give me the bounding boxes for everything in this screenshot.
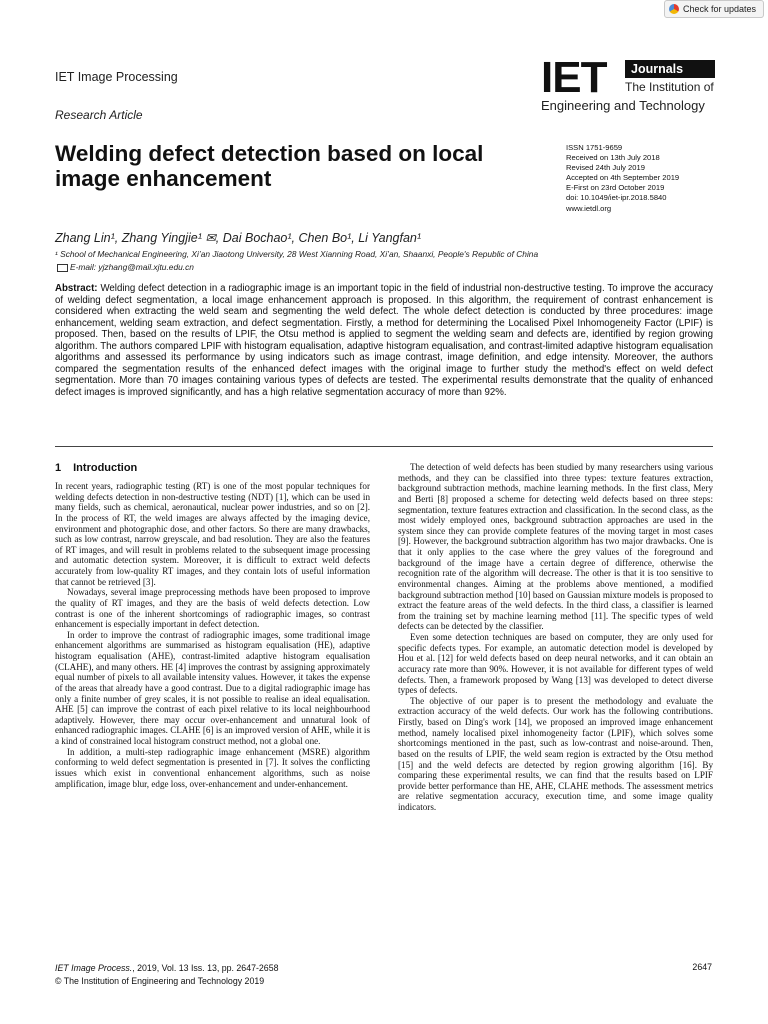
journals-label: Journals [625,60,715,78]
affiliation: ¹ School of Mechanical Engineering, Xi’an Jiaotong University, 28 West Xianning Road, Xi’an, Shaanxi, People's Republic of China [55,249,539,259]
abstract [55,283,713,398]
paragraph: In addition, a multi-step radiographic image enhancement (MSRE) algorithm conforming to weld defect segmentation is presented in [7]. It solves the conflicting issues which exist in conventional enhancement algorithms, such as noise amplification, image blur, edge loss, over-enhancement and under-enhancement. [55,746,370,789]
article-type: Research Article [55,108,143,122]
crossmark-icon [669,4,679,14]
iet-logo [541,53,716,122]
accepted-date: Accepted on 4th September 2019 [566,173,680,183]
received-date: Received on 13th July 2018 [566,153,660,163]
email-text: E-mail: yjzhang@mail.xjtu.edu.cn [70,262,194,272]
section-title: Introduction [73,462,138,474]
volume-info: , 2019, Vol. 13 Iss. 13, pp. 2647-2658 [132,963,279,973]
abstract-divider [55,446,713,447]
abstract-label: Abstract: [55,283,98,294]
journal-name: IET Image Processing [55,70,178,84]
section-heading [55,462,137,474]
paragraph: Nowadays, several image preprocessing methods have been proposed to improve the quality of RT images, and they are the basis of weld defects detection. Low contrast is one of the inherent shortcomings of radiographic images, so contrast enhancement is especially important in defect detection. [55,587,370,630]
check-for-updates-badge[interactable] [664,0,764,18]
paragraph: Even some detection techniques are based on computer, they are only used for specific defects types. For example, an automatic detection model is developed by Hou et al. [12] for weld defects based on deep neural networks, and it can obtain an accuracy rate more than 90%. However, it is not available for different types of weld defects. Then, a framework proposed by Wang [13] was developed to detect diverse types of defects. [398,632,713,696]
paragraph: The objective of our paper is to present the methodology and evaluate the extraction accuracy of the weld defects. Our work has the following contributions. Firstly, based on Ding's work [14], we proposed an improved image enhancement method, namely localised pixel inhomogeneity factor (LPIF), which solves some shortcomings mentioned in the past, such as low-contrast and noise-around. Then, based on the results of LPIF, the weld seam region is extracted by the Otsu method [15] and the weld defects are detected by region growing algorithm [16]. By comparing these experimental results, we can find that the results based on LPIF provide better performance than HE, AHE, CLAHE methods. The assessment metrics are relative segmentation accuracy, execution time, and some image quality indicators. [398,695,713,812]
institution-line-1: The Institution of [625,80,714,94]
copyright: © The Institution of Engineering and Technology 2019 [55,976,265,986]
article-metadata [566,143,726,214]
journal-abbreviation: IET Image Process. [55,963,133,973]
corresponding-email[interactable] [55,262,194,272]
footer-citation [55,962,279,988]
journal-url[interactable]: www.ietdl.org [566,203,612,213]
article-title: Welding defect detection based on local image enhancement [55,141,484,191]
body-column-right [398,462,713,813]
envelope-icon [57,264,68,272]
institution-line-2: Engineering and Technology [541,98,705,113]
author-list: Zhang Lin¹, Zhang Yingjie¹ ✉, Dai Bochao¹, Chen Bo¹, Li Yangfan¹ [55,231,422,245]
abstract-text: Welding defect detection in a radiographic image is an important topic in the field of industrial non-destructive testing. To improve the accuracy of welding defect segmentation, a local image enhancement approach is proposed. In this algorithm, the requirement of contrast enhancement is considered when extracting the weld seam and segmenting the weld defect. The whole defect detection is conducted by three procedures: image enhancement, welding seam extraction, and defect segmentation. Firstly, a method for determining the Localised Pixel Inhomogeneity Factor (LPIF) is proposed. Then, based on the results of LPIF, the Otsu method is applied to segment the welding seam and defects are, identified by region growing algorithm. The authors compared LPIF with histogram equalisation, adaptive histogram equalisation, and contrast-limited adaptive histogram equalisation algorithms and assessed its performance by using indicators such as image contrast, image definition, and edge intensity. Moreover, the authors compared the segmentation results of the enhanced defect images with the original image to further study the method's effect on weld defect segmentation. More than 70 images containing various types of defects are tested. The experimental results demonstrate that the quality of enhanced defect images is improved significantly, and has a high relative segmentation accuracy of more than 92%. [55,283,713,398]
issn: ISSN 1751-9659 [566,143,623,152]
body-column-left [55,481,370,789]
iet-logo-mark: IET [541,53,607,102]
section-number: 1 [55,462,62,474]
doi[interactable]: doi: 10.1049/iet-ipr.2018.5840 [566,193,667,203]
paragraph: The detection of weld defects has been studied by many researchers using various methods, and they can be classified into three types: texture features extraction, background subtraction methods, machine learning methods. In the first class, Mery and Berti [8] proposed a scheme for detecting weld defects based on three steps: segmentation, texture features extraction and classification. In the second class, as the most widely employed ones, background subtraction approaches are used in the system since they can provide complete features of the moving target in most cases [9]. However, the background subtraction algorithm has two major drawbacks. One is that it only applies to the case where the grey values of the foreground and background of the image have a certain degree of difference, otherwise the recognition rate of the algorithm will decrease. The other is that it is too sensitive to environmental changes. Aiming at the problems above mentioned, a modified background subtraction method [10] based on Gaussian mixture models is proposed to extract the feature areas of the weld defects. In the third class, a classifier is learned from the training set by machine learning method [11]. The specific types of weld defects can be detected by the classifier. [398,462,713,632]
page-number: 2647 [692,962,712,972]
check-for-updates-label: Check for updates [683,4,757,14]
efirst-date: E-First on 23rd October 2019 [566,183,665,193]
revised-date: Revised 24th July 2019 [566,163,645,173]
paragraph: In order to improve the contrast of radiographic images, some traditional image enhancement algorithms are summarised as histogram equalisation (HE), adaptive histogram equalisation (AHE), contrast-limited adaptive histogram equalisation (CLAHE), and many others. HE [4] improves the contrast by assigning approximately equal number of pixels to all available intensity values. However, it takes the expense of the areas that already have a good contrast. Due to a digital radiographic image has only a finite number of grey scales, it is not possible to realise an ideal equalisation. AHE [5] can improve the contrast of each pixel relative to its local neighbourhood adaptively. However, there may occur over-enhancement and unnatural look of enhanced radiographic images. CLAHE [6] is an improved version of AHE, while it is a kind of constrained local histogram construct method, not a global one. [55,629,370,746]
paragraph: In recent years, radiographic testing (RT) is one of the most popular techniques for welding defects detection in non-destructive testing (NDT) [1], which can be used in many fields, such as chemical, aeronautical, nuclear power industries, and so on [2]. In the process of RT, the weld images are always affected by the imaging device, environment and photographic dose, and other factors. So there are many drawbacks, such as low contrast, narrow greyscale, and bad resolution. They are also the features of RT images, and will result in problems related to the subsequent image processing and automatic detection system. Moreover, it is difficult to extract weld defects accurately from low-quality RT images, and they contain lots of useful information that cannot be retrieved [3]. [55,481,370,587]
